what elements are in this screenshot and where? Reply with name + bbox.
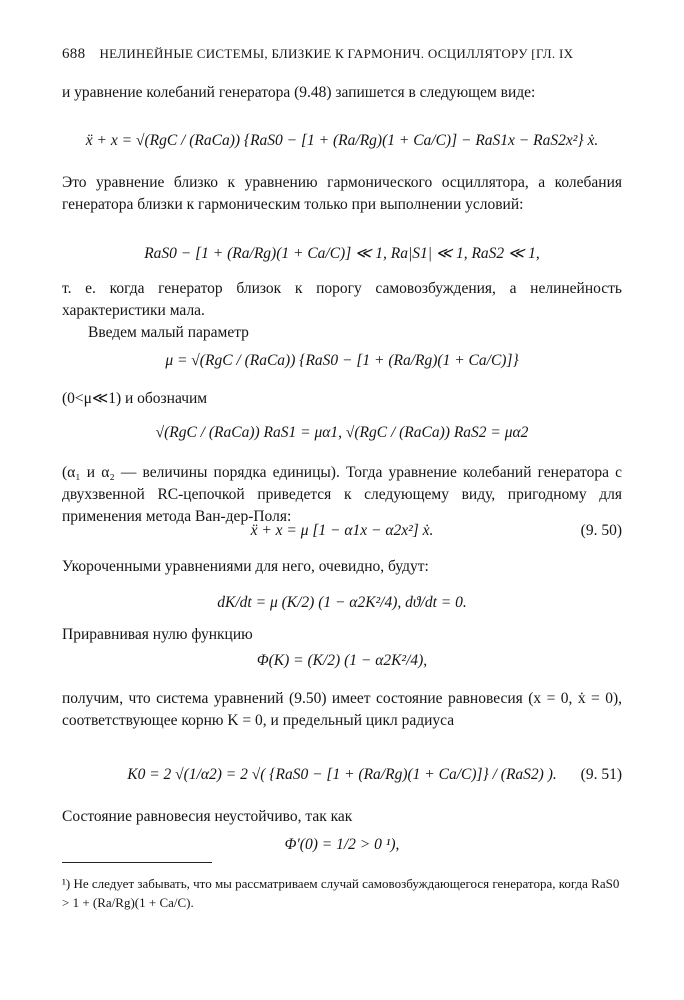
paragraph-5: (0<μ≪1) и обозначим: [62, 390, 208, 407]
running-title: НЕЛИНЕЙНЫЕ СИСТЕМЫ, БЛИЗКИЕ К ГАРМОНИЧ. ОСЦИЛЛЯТОРУ [ГЛ. IX: [99, 46, 574, 61]
paragraph-3: т. е. когда генератор близок к порогу самовозбуждения, а нелинейность характеристики мала.: [62, 280, 622, 319]
equation-phi: Φ(K) = (K/2) (1 − α2K²/4),: [256, 652, 428, 669]
equation-mu: μ = √(RgC / (RaCa)) {RaS0 − [1 + (Ra/Rg)(1 + Ca/C)]}: [165, 352, 519, 369]
equation-conditions: RaS0 − [1 + (Ra/Rg)(1 + Ca/C)] ≪ 1, Ra|S1| ≪ 1, RaS2 ≪ 1,: [144, 245, 540, 262]
equation-9-50: ẍ + x = μ [1 − α1x − α2x²] ẋ.: [250, 522, 434, 539]
paragraph-10: Состояние равновесия неустойчиво, так как: [62, 808, 353, 825]
page-number: 688: [62, 46, 86, 62]
paragraph-6: (α₁ и α₂ — величины порядка единицы). Тогда уравнение колебаний генератора с двухзвенной RC-цепочкой приведется к следующему виду, пригодному для применения метода Ван-дер-Поля:: [62, 464, 622, 525]
paragraph-9: получим, что система уравнений (9.50) имеет состояние равновесия (x = 0, ẋ = 0), соответствующее корню K = 0, и предельный цикл радиуса: [62, 690, 622, 729]
paragraph-2: Это уравнение близко к уравнению гармонического осциллятора, а колебания генератора близки к гармоническим только при выполнении условий:: [62, 174, 622, 213]
equation-number-9-50: (9. 50): [580, 522, 622, 539]
equation-phi-prime: Φ′(0) = 1/2 > 0 ¹),: [284, 836, 400, 853]
paragraph-4: Введем малый параметр: [88, 324, 249, 341]
equation-shortened: dK/dt = μ (K/2) (1 − α2K²/4), dϑ/dt = 0.: [217, 594, 467, 611]
footnote-rule: [62, 862, 212, 863]
running-header: [62, 46, 622, 63]
equation-oscillator: ẍ + x = √(RgC / (RaCa)) {RaS0 − [1 + (Ra/Rg)(1 + Ca/C)] − RaS1x − RaS2x²} ẋ.: [85, 132, 599, 149]
paragraph-7: Укороченными уравнениями для него, очевидно, будут:: [62, 558, 429, 575]
footnote: ¹) Не следует забывать, что мы рассматриваем случай самовозбуждающегося генератора, когда RaS0 > 1 + (Ra/Rg)(1 + Ca/C).: [62, 876, 620, 910]
equation-van-der-pol: [0, 522, 684, 540]
equation-limit-cycle: [0, 766, 684, 784]
equation-9-51: K0 = 2 √(1/α2) = 2 √( {RaS0 − [1 + (Ra/Rg)(1 + Ca/C)]} / (RaS2) ).: [127, 766, 557, 783]
paragraph-1: и уравнение колебаний генератора (9.48) запишется в следующем виде:: [62, 84, 536, 101]
equation-alpha: √(RgC / (RaCa)) RaS1 = μα1, √(RgC / (RaCa)) RaS2 = μα2: [155, 424, 529, 441]
paragraph-8: Приравнивая нулю функцию: [62, 626, 253, 643]
equation-number-9-51: (9. 51): [580, 766, 622, 783]
